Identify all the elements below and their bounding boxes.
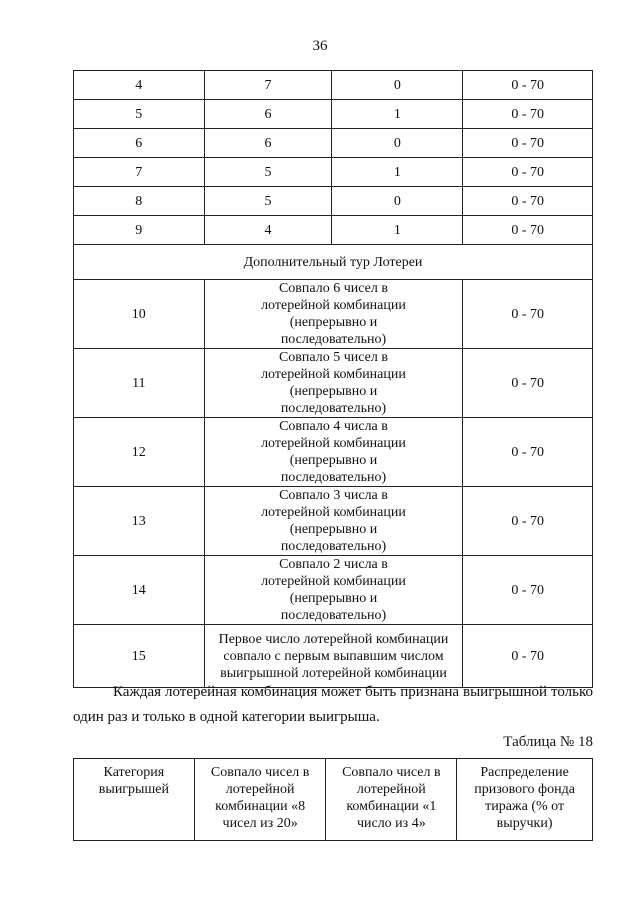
table-row xyxy=(74,158,593,187)
table-cell: 6 xyxy=(74,129,205,158)
table-cell: 0 xyxy=(332,129,463,158)
column-header-category: Категория выигрышей xyxy=(74,759,195,841)
table-cell: 0 - 70 xyxy=(463,129,593,158)
prize-distribution-table xyxy=(73,70,593,688)
table-cell: 1 xyxy=(332,158,463,187)
table-cell: 11 xyxy=(74,349,205,418)
table-cell: Совпало 6 чисел в лотерейной комбинации (непрерывно и последовательно) xyxy=(204,280,463,349)
table-cell: 0 - 70 xyxy=(463,158,593,187)
column-header-8-of-20: Совпало чисел в лотерейной комбинации «8 чисел из 20» xyxy=(194,759,326,841)
table-row xyxy=(74,556,593,625)
table-cell: 5 xyxy=(204,187,332,216)
table-cell: 8 xyxy=(74,187,205,216)
table-row xyxy=(74,418,593,487)
table-row xyxy=(74,187,593,216)
table-cell: 0 - 70 xyxy=(463,216,593,245)
table-cell: 14 xyxy=(74,556,205,625)
table-row xyxy=(74,71,593,100)
table-row xyxy=(74,487,593,556)
table-cell: 1 xyxy=(332,100,463,129)
table-cell: 0 - 70 xyxy=(463,100,593,129)
table-cell: 15 xyxy=(74,625,205,688)
table-cell: Совпало 5 чисел в лотерейной комбинации (непрерывно и последовательно) xyxy=(204,349,463,418)
page-number: 36 xyxy=(312,38,328,54)
table-cell: Совпало 4 числа в лотерейной комбинации (непрерывно и последовательно) xyxy=(204,418,463,487)
table-cell: 0 xyxy=(332,187,463,216)
table-cell: 0 - 70 xyxy=(463,280,593,349)
table-cell: 0 - 70 xyxy=(463,187,593,216)
table-18-header xyxy=(73,758,593,841)
table-cell: 0 - 70 xyxy=(463,487,593,556)
table-row xyxy=(74,100,593,129)
table-cell: 5 xyxy=(74,100,205,129)
table-caption: Таблица № 18 xyxy=(503,734,593,750)
table-row xyxy=(74,280,593,349)
table-cell: 4 xyxy=(74,71,205,100)
section-row xyxy=(74,245,593,280)
table-row xyxy=(74,349,593,418)
table-row xyxy=(74,129,593,158)
table-cell: Совпало 3 числа в лотерейной комбинации (непрерывно и последовательно) xyxy=(204,487,463,556)
table-row xyxy=(74,216,593,245)
column-header-distribution: Распределение призового фонда тиража (% от выручки) xyxy=(457,759,593,841)
table-cell: Первое число лотерейной комбинации совпало с первым выпавшим числом выигрышной лотерейной комбинации xyxy=(204,625,463,688)
table-cell: 0 - 70 xyxy=(463,71,593,100)
rules-paragraph: Каждая лотерейная комбинация может быть признана выигрышной только один раз и только в одной категории выигрыша. xyxy=(73,684,593,725)
table-cell: 13 xyxy=(74,487,205,556)
table-cell: 7 xyxy=(204,71,332,100)
table-cell: 0 - 70 xyxy=(463,349,593,418)
header-row xyxy=(74,759,593,841)
table-row xyxy=(74,625,593,688)
table-cell: 0 - 70 xyxy=(463,418,593,487)
table-cell: 0 - 70 xyxy=(463,556,593,625)
table-cell: 5 xyxy=(204,158,332,187)
table-cell: 6 xyxy=(204,100,332,129)
table-cell: 1 xyxy=(332,216,463,245)
table-cell: 6 xyxy=(204,129,332,158)
table-cell: 10 xyxy=(74,280,205,349)
table-cell: 4 xyxy=(204,216,332,245)
table-cell: 9 xyxy=(74,216,205,245)
table-cell: 0 - 70 xyxy=(463,625,593,688)
table-cell: 7 xyxy=(74,158,205,187)
section-title: Дополнительный тур Лотереи xyxy=(74,245,593,280)
table-cell: 12 xyxy=(74,418,205,487)
table-cell: 0 xyxy=(332,71,463,100)
column-header-1-of-4: Совпало чисел в лотерейной комбинации «1 число из 4» xyxy=(326,759,457,841)
table-cell: Совпало 2 числа в лотерейной комбинации (непрерывно и последовательно) xyxy=(204,556,463,625)
